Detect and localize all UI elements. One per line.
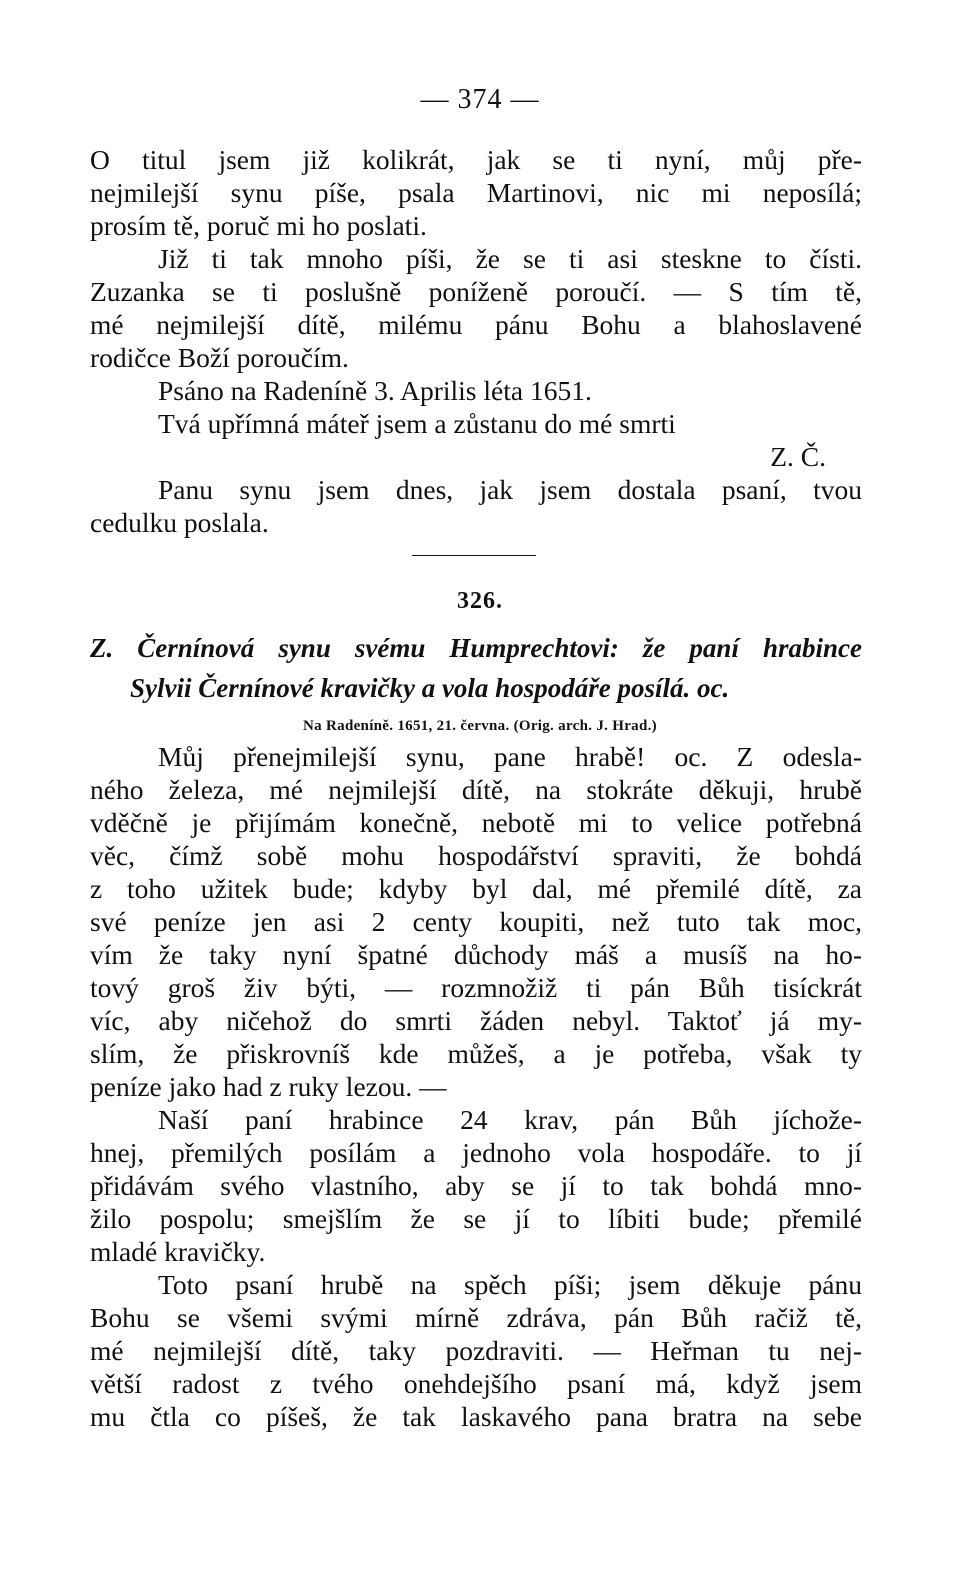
text-line: peníze jako had z ruky lezou. — [90, 1071, 447, 1102]
text-line: ného železa, mé nejmilejší dítě, na stokráte děkuji, hrubě [90, 774, 862, 805]
heading-line: Sylvii Černínové kravičky a vola hospodáře posílá. oc. [130, 673, 730, 703]
letter-body [90, 740, 862, 1433]
text-line: slím, že přiskrovníš kde můžeš, a je potřeba, však ty [90, 1038, 862, 1069]
date-line: Psáno na Radeníně 3. Aprilis léta 1651. [158, 375, 592, 406]
section-divider [412, 555, 536, 556]
text-line: Toto psaní hrubě na spěch píši; jsem děkuje pánu [158, 1269, 862, 1300]
text-line: Naší paní hrabince 24 krav, pán Bůh jíchože- [158, 1104, 862, 1135]
text-line: mé nejmilejší dítě, milému pánu Bohu a blahoslavené [90, 309, 862, 340]
text-line: Zuzanka se ti poslušně poníženě poroučí. — S tím tě, [90, 276, 862, 307]
text-line: přidávám svého vlastního, aby se jí to tak bohdá mno- [90, 1170, 862, 1201]
previous-letter-text [90, 143, 862, 539]
text-line: Můj přenejmilejší synu, pane hrabě! oc. Z odesla- [158, 741, 862, 772]
text-line: mladé kravičky. [90, 1236, 266, 1267]
text-line: vděčně je přijímám konečně, nebotě mi to velice potřebná [90, 807, 862, 838]
text-line: žilo pospolu; smejšlím že se jí to líbiti bude; přemilé [90, 1203, 862, 1234]
text-line: své peníze jen asi 2 centy koupiti, než tuto tak moc, [90, 906, 862, 937]
text-line: cedulku poslala. [90, 507, 269, 538]
text-line: hnej, přemilých posílám a jednoho vola hospodáře. to jí [90, 1137, 862, 1168]
text-line: Panu synu jsem dnes, jak jsem dostala psaní, tvou [158, 474, 862, 505]
text-line: mu čtla co píšeš, že tak laskavého pana bratra na sebe [90, 1401, 862, 1432]
text-line: větší radost z tvého onehdejšího psaní má, když jsem [90, 1368, 862, 1399]
closing-line: Tvá upřímná máteř jsem a zůstanu do mé smrti [158, 408, 676, 439]
heading-line: Z. Černínová synu svému Humprechtovi: že paní hrabince [90, 633, 862, 663]
signature-initials: Z. Č. [770, 441, 826, 472]
text-line: prosím tě, poruč mi ho poslati. [90, 210, 427, 241]
source-note: Na Radeníně. 1651, 21. června. (Orig. arch. J. Hrad.) [303, 718, 657, 734]
text-line: O titul jsem již kolikrát, jak se ti nyní, můj pře- [90, 144, 862, 175]
text-line: nejmilejší synu píše, psala Martinovi, nic mi neposílá; [90, 177, 862, 208]
text-line: věc, čímž sobě mohu hospodářství spraviti, že bohdá [90, 840, 862, 871]
letter-number: 326. [457, 588, 503, 614]
text-line: víc, aby ničehož do smrti žáden nebyl. Taktoť já my- [90, 1005, 862, 1036]
text-line: mé nejmilejší dítě, taky pozdraviti. — Heřman tu nej- [90, 1335, 862, 1366]
text-line: tový groš živ býti, — rozmnožiž ti pán Bůh tisíckrát [90, 972, 862, 1003]
text-line: rodičce Boží poroučím. [90, 342, 349, 373]
text-line: vím že taky nyní špatné důchody máš a musíš na ho- [90, 939, 862, 970]
text-line: Již ti tak mnoho píši, že se ti asi steskne to čísti. [158, 243, 862, 274]
text-line: z toho užitek bude; kdyby byl dal, mé přemilé dítě, za [90, 873, 862, 904]
letter-heading [90, 628, 862, 708]
page-number: — 374 — [420, 84, 540, 115]
text-line: Bohu se všemi svými mírně zdráva, pán Bůh račiž tě, [90, 1302, 862, 1333]
